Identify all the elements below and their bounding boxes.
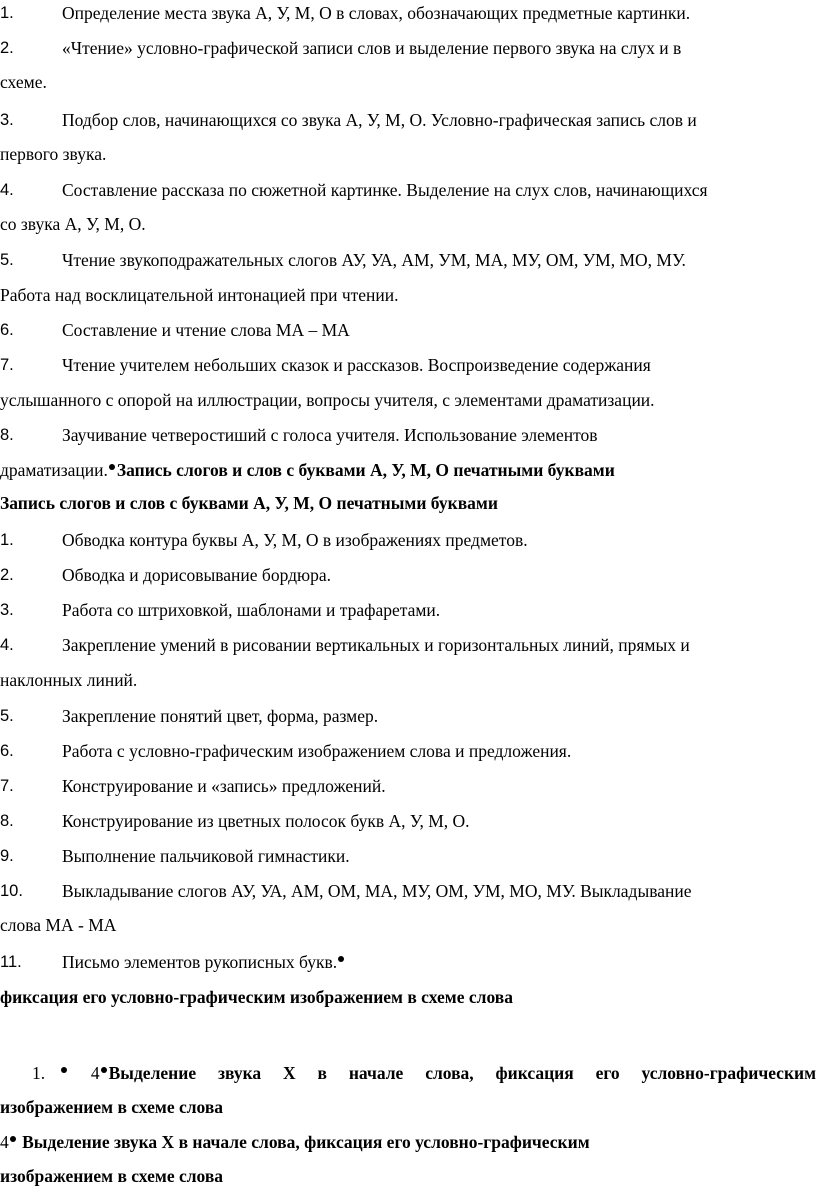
list-number: 8.	[0, 426, 14, 444]
list-number: 9.	[0, 847, 14, 865]
list-text-plain: Письмо элементов рукописных букв.	[62, 952, 338, 972]
list-text: Чтение звукоподражательных слогов АУ, УА, АМ, УМ, МА, МУ, ОМ, УМ, МО, МУ.	[62, 250, 686, 270]
continuation-bold: Запись слогов и слов с буквами А, У, М, О печатными буквами	[116, 460, 615, 480]
list-text-continuation: Работа над восклицательной интонацией при чтении.	[0, 285, 399, 305]
list-text: «Чтение» условно-графической записи слов и выделение первого звука на слух и в	[62, 38, 682, 58]
list-text: Закрепление понятий цвет, форма, размер.	[62, 706, 379, 726]
justified-word: Выделение	[108, 1063, 197, 1083]
justified-line	[60, 1063, 816, 1083]
list-text: Конструирование из цветных полосок букв А, У, М, О.	[62, 811, 470, 831]
continuation-plain: драматизации.	[0, 460, 108, 480]
final-text: Выделение звука Х в начале слова, фиксация его условно-графическим	[22, 1132, 590, 1152]
list-text: Подбор слов, начинающихся со звука А, У, М, О. Условно-графическая запись слов и	[62, 110, 697, 130]
list-text: Работа с условно-графическим изображением слова и предложения.	[62, 741, 572, 761]
list-number: 1.	[32, 1063, 46, 1083]
justified-word: Х	[283, 1063, 296, 1083]
list-text-continuation: изображением в схеме слова	[0, 1097, 224, 1117]
list-number: 8.	[0, 812, 14, 830]
section-heading: Запись слогов и слов с буквами А, У, М, О печатными буквами	[0, 493, 498, 513]
bullet-icon	[101, 1067, 107, 1073]
justified-word: начале	[348, 1063, 404, 1083]
bold-paragraph	[0, 1132, 590, 1152]
justified-word: его	[595, 1063, 620, 1083]
list-text: Выкладывание слогов АУ, УА, АМ, ОМ, МА, МУ, ОМ, УМ, МО, МУ. Выкладывание	[62, 881, 692, 901]
list-number: 2.	[0, 39, 14, 57]
list-text-continuation: схеме.	[0, 72, 47, 92]
justified-word: звука	[217, 1063, 262, 1083]
bullet-icon	[61, 1067, 67, 1073]
list-number: 6.	[0, 742, 14, 760]
list-number: 7.	[0, 356, 14, 374]
list-text-continuation: первого звука.	[0, 144, 107, 164]
prefix-number: 4	[90, 1063, 100, 1083]
list-text: Чтение учителем небольших сказок и рассказов. Воспроизведение содержания	[62, 355, 651, 375]
list-text-continuation: со звука А, У, М, О.	[0, 214, 146, 234]
justified-word: условно-графическим	[641, 1063, 816, 1083]
list-text: Составление рассказа по сюжетной картинке. Выделение на слух слов, начинающихся	[62, 180, 708, 200]
list-text: Составление и чтение слова МА – МА	[62, 320, 350, 340]
bold-paragraph: фиксация его условно-графическим изображением в схеме слова	[0, 987, 513, 1007]
list-text-continuation	[0, 460, 615, 480]
list-text: Определение места звука А, У, М, О в словах, обозначающих предметные картинки.	[62, 3, 691, 23]
list-text	[62, 952, 346, 972]
list-text: Заучивание четверостиший с голоса учителя. Использование элементов	[62, 425, 598, 445]
list-number: 5.	[0, 707, 14, 725]
list-text: Обводка и дорисовывание бордюра.	[62, 565, 331, 585]
list-text-continuation: слова МА - МА	[0, 915, 117, 935]
list-number: 3.	[0, 601, 14, 619]
list-text: Конструирование и «запись» предложений.	[62, 776, 386, 796]
list-number: 1.	[0, 531, 14, 549]
list-number: 5.	[0, 251, 14, 269]
list-number: 4.	[0, 636, 14, 654]
bullet-icon	[338, 956, 344, 962]
list-number: 7.	[0, 777, 14, 795]
list-number: 4.	[0, 181, 14, 199]
list-number: 2.	[0, 566, 14, 584]
bullet-icon	[109, 464, 115, 470]
list-text: Выполнение пальчиковой гимнастики.	[62, 846, 350, 866]
justified-word: фиксация	[495, 1063, 574, 1083]
list-text-continuation: наклонных линий.	[0, 670, 138, 690]
list-text: Закрепление умений в рисовании вертикальных и горизонтальных линий, прямых и	[62, 635, 690, 655]
prefix-number: 4	[0, 1132, 9, 1152]
list-text-continuation: услышанного с опорой на иллюстрации, вопросы учителя, с элементами драматизации.	[0, 390, 655, 410]
justified-word: слова,	[425, 1063, 474, 1083]
list-number: 6.	[0, 321, 14, 339]
list-number: 11.	[0, 953, 22, 971]
list-number: 3.	[0, 111, 14, 129]
justified-word: в	[317, 1063, 327, 1083]
list-text: Работа со штриховкой, шаблонами и трафаретами.	[62, 600, 441, 620]
list-number: 1.	[0, 4, 14, 22]
bullet-icon	[10, 1136, 16, 1142]
list-text: Обводка контура буквы А, У, М, О в изображениях предметов.	[62, 530, 528, 550]
bold-paragraph-continuation: изображением в схеме слова	[0, 1166, 224, 1186]
list-number: 10.	[0, 882, 23, 900]
